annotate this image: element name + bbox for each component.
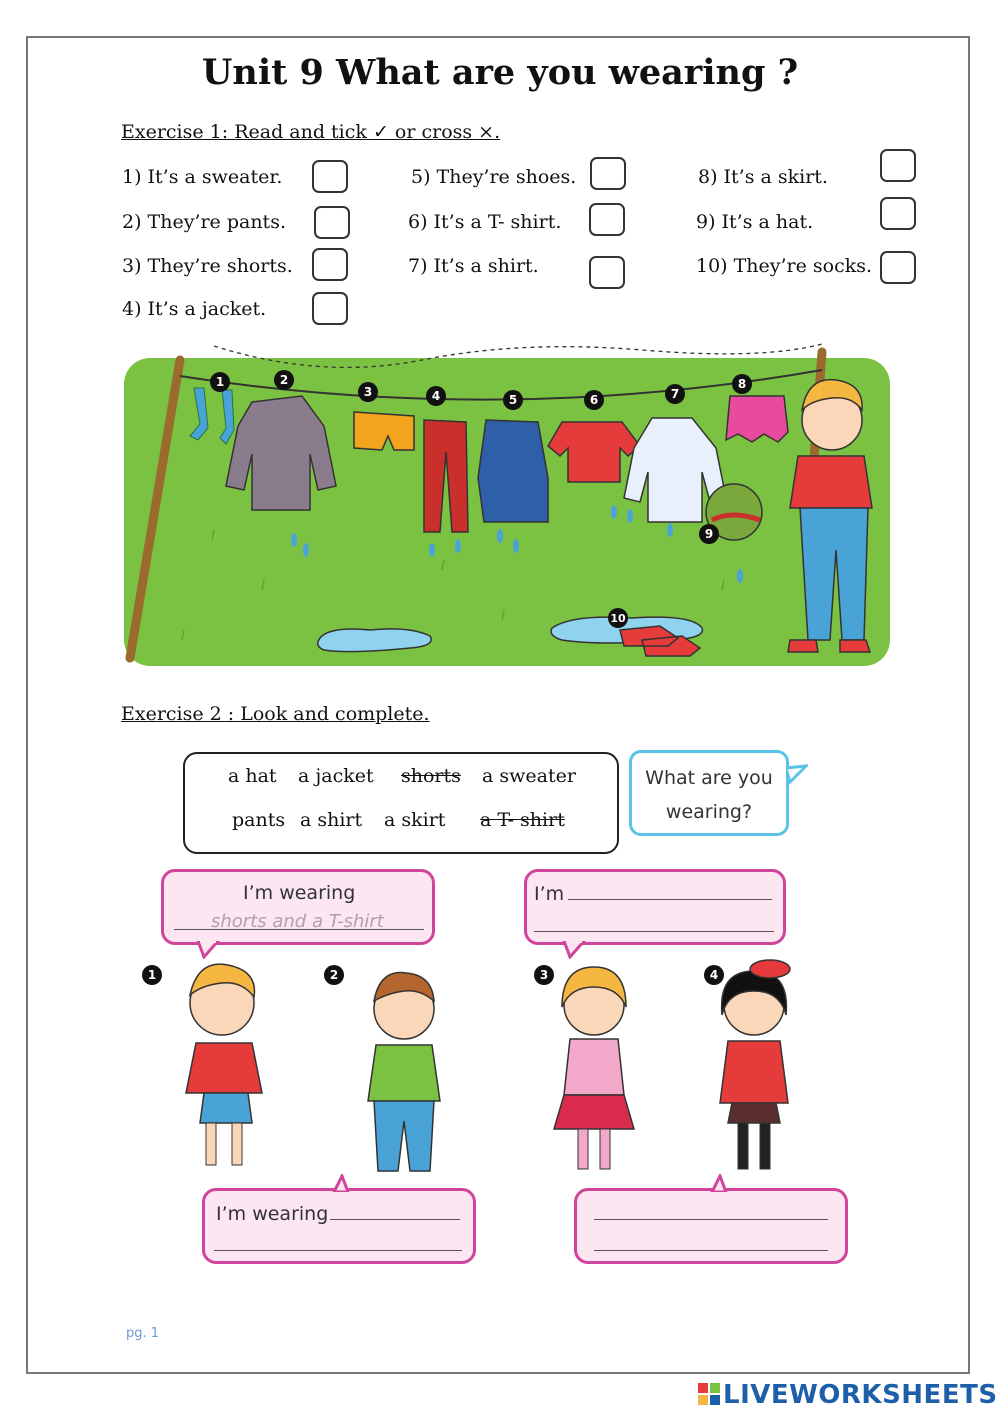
answer-box-8[interactable]: [880, 149, 916, 182]
picture-number-8: 8: [737, 377, 747, 391]
question-line-1: What are you: [645, 767, 773, 789]
answer-box-9[interactable]: [880, 197, 916, 230]
page-number: pg. 1: [126, 1326, 160, 1341]
speech-bubble-3: [202, 1188, 476, 1264]
exercise1-item-7: 7) It’s a shirt.: [408, 255, 539, 277]
picture-number-7: 7: [670, 387, 680, 401]
question-bubble: [629, 750, 789, 836]
bubble-3-text: I’m wearing: [216, 1203, 329, 1225]
speech-bubble-4-tail: [708, 1174, 728, 1192]
exercise1-item-5: 5) They’re shoes.: [411, 166, 577, 188]
word-a-jacket: a jacket: [298, 765, 374, 787]
word-a-t-shirt-used: a T- shirt: [480, 809, 565, 831]
picture-number-5: 5: [508, 393, 518, 407]
answer-box-2[interactable]: [314, 206, 350, 239]
exercise1-item-6: 6) It’s a T- shirt.: [408, 211, 562, 233]
clothesline-scene: [122, 340, 892, 675]
picture-number-2: 2: [279, 373, 289, 387]
word-a-hat: a hat: [228, 765, 277, 787]
picture-number-10: 10: [610, 612, 626, 625]
children-scene: [140, 955, 860, 1185]
bubble-1-answer: shorts and a T-shirt: [211, 911, 384, 932]
child-number-3: 3: [539, 968, 549, 982]
picture-number-9: 9: [704, 527, 714, 541]
bubble-2-answer-line-1[interactable]: [568, 899, 772, 900]
bubble-4-answer-line-1[interactable]: [594, 1219, 828, 1220]
picture-number-3: 3: [363, 385, 373, 399]
bubble-3-answer-line-1[interactable]: [330, 1219, 460, 1220]
exercise1-item-1: 1) It’s a sweater.: [122, 166, 283, 188]
exercise1-item-9: 9) It’s a hat.: [696, 211, 814, 233]
word-a-shirt: a shirt: [300, 809, 363, 831]
clothesline-illustration: [122, 340, 892, 675]
liveworksheets-brand: LIVEWORKSHEETS: [723, 1380, 998, 1410]
word-a-skirt: a skirt: [384, 809, 446, 831]
word-a-sweater: a sweater: [482, 765, 576, 787]
word-pants: pants: [232, 809, 286, 831]
picture-number-4: 4: [431, 389, 441, 403]
exercise1-item-8: 8) It’s a skirt.: [698, 166, 828, 188]
answer-box-6[interactable]: [589, 203, 625, 236]
answer-box-4[interactable]: [312, 292, 348, 325]
bubble-4-answer-line-2[interactable]: [594, 1250, 828, 1251]
children-illustration: [140, 955, 860, 1185]
speech-bubble-2: [524, 869, 786, 945]
answer-box-1[interactable]: [312, 160, 348, 193]
page-title: Unit 9 What are you wearing ?: [201, 52, 799, 93]
bubble-2-answer-line-2[interactable]: [534, 931, 774, 932]
liveworksheets-logo: [698, 1380, 998, 1410]
speech-bubble-1: [161, 869, 435, 945]
picture-number-1: 1: [215, 375, 225, 389]
picture-number-6: 6: [589, 393, 599, 407]
exercise2-heading: Exercise 2 : Look and complete.: [121, 703, 430, 725]
exercise1-item-3: 3) They’re shorts.: [122, 255, 293, 277]
speech-bubble-3-tail: [330, 1174, 350, 1192]
bubble-2-text: I’m: [534, 883, 565, 905]
child-number-4: 4: [709, 968, 719, 982]
speech-bubble-4: [574, 1188, 848, 1264]
question-line-2: wearing?: [665, 801, 753, 823]
exercise1-item-2: 2) They’re pants.: [122, 211, 286, 233]
bubble-1-text: I’m wearing: [243, 882, 356, 904]
answer-box-10[interactable]: [880, 251, 916, 284]
child-number-1: 1: [147, 968, 157, 982]
word-shorts-used: shorts: [401, 765, 461, 787]
answer-box-3[interactable]: [312, 248, 348, 281]
liveworksheets-logo-icon: [698, 1383, 720, 1405]
child-number-2: 2: [329, 968, 339, 982]
exercise1-item-10: 10) They’re socks.: [696, 255, 873, 277]
answer-box-5[interactable]: [590, 157, 626, 190]
exercise1-heading: Exercise 1: Read and tick ✓ or cross ×.: [121, 121, 501, 143]
bubble-3-answer-line-2[interactable]: [214, 1250, 462, 1251]
question-bubble-tail: [786, 764, 808, 786]
answer-box-7[interactable]: [589, 256, 625, 289]
exercise1-item-4: 4) It’s a jacket.: [122, 298, 267, 320]
